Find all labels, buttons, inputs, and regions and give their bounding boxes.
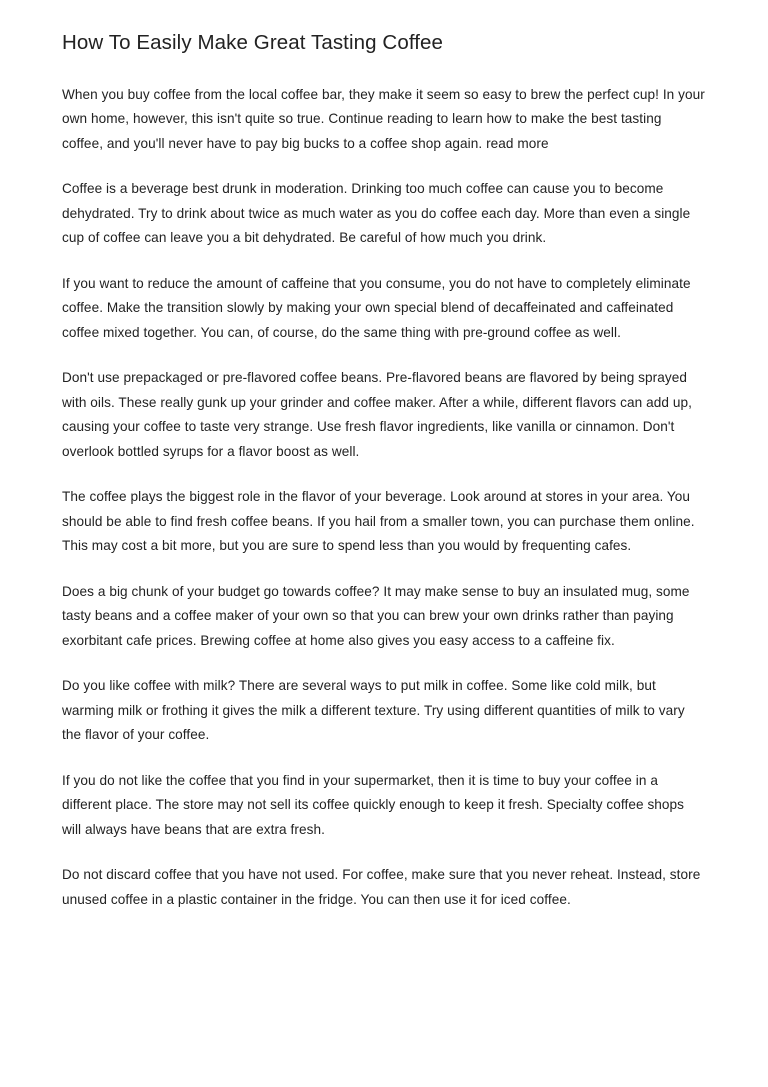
paragraph: Coffee is a beverage best drunk in moderation. Drinking too much coffee can cause you to become dehydrated. Try to drink about twice as much water as you do coffee each day. More than even a single cup of coffee can leave you a bit dehydrated. Be careful of how much you drink.	[62, 181, 691, 246]
paragraph: Does a big chunk of your budget go towards coffee? It may make sense to buy an insulated mug, some tasty beans and a coffee maker of your own so that you can brew your own drinks rather than paying exorbitant cafe prices. Brewing coffee at home also gives you easy access to a caffeine fix.	[62, 583, 690, 648]
page-title: How To Easily Make Great Tasting Coffee	[62, 31, 444, 54]
paragraph: If you want to reduce the amount of caffeine that you consume, you do not have to completely eliminate coffee. Make the transition slowly by making your own special blend of decaffeinated and caffeinated coffee mixed together. You can, of course, do the same thing with pre-ground coffee as well.	[62, 275, 691, 340]
paragraph: Don't use prepackaged or pre-flavored coffee beans. Pre-flavored beans are flavored by being sprayed with oils. These really gunk up your grinder and coffee maker. After a while, different flavors can add up, causing your coffee to taste very strange. Use fresh flavor ingredients, like vanilla or cinnamon. Don't overlook bottled syrups for a flavor boost as well.	[62, 370, 692, 459]
paragraph: The coffee plays the biggest role in the flavor of your beverage. Look around at stores in your area. You should be able to find fresh coffee beans. If you hail from a smaller town, you can purchase them online. This may cost a bit more, but you are sure to spend less than you would by frequenting cafes.	[62, 489, 695, 554]
paragraph: Do you like coffee with milk? There are several ways to put milk in coffee. Some like cold milk, but warming milk or frothing it gives the milk a different texture. Try using different quantities of milk to vary the flavor of your coffee.	[62, 678, 685, 743]
paragraph: Do not discard coffee that you have not used. For coffee, make sure that you never reheat. Instead, store unused coffee in a plastic container in the fridge. You can then use it for iced coffee.	[62, 867, 701, 907]
document-body	[62, 83, 706, 913]
paragraph: When you buy coffee from the local coffee bar, they make it seem so easy to brew the perfect cup! In your own home, however, this isn't quite so true. Continue reading to learn how to make the best tasting coffee, and you'll never have to pay big bucks to a coffee shop again. read more	[62, 86, 705, 151]
paragraph: If you do not like the coffee that you find in your supermarket, then it is time to buy your coffee in a different place. The store may not sell its coffee quickly enough to keep it fresh. Specialty coffee shops will always have beans that are extra fresh.	[62, 772, 685, 837]
